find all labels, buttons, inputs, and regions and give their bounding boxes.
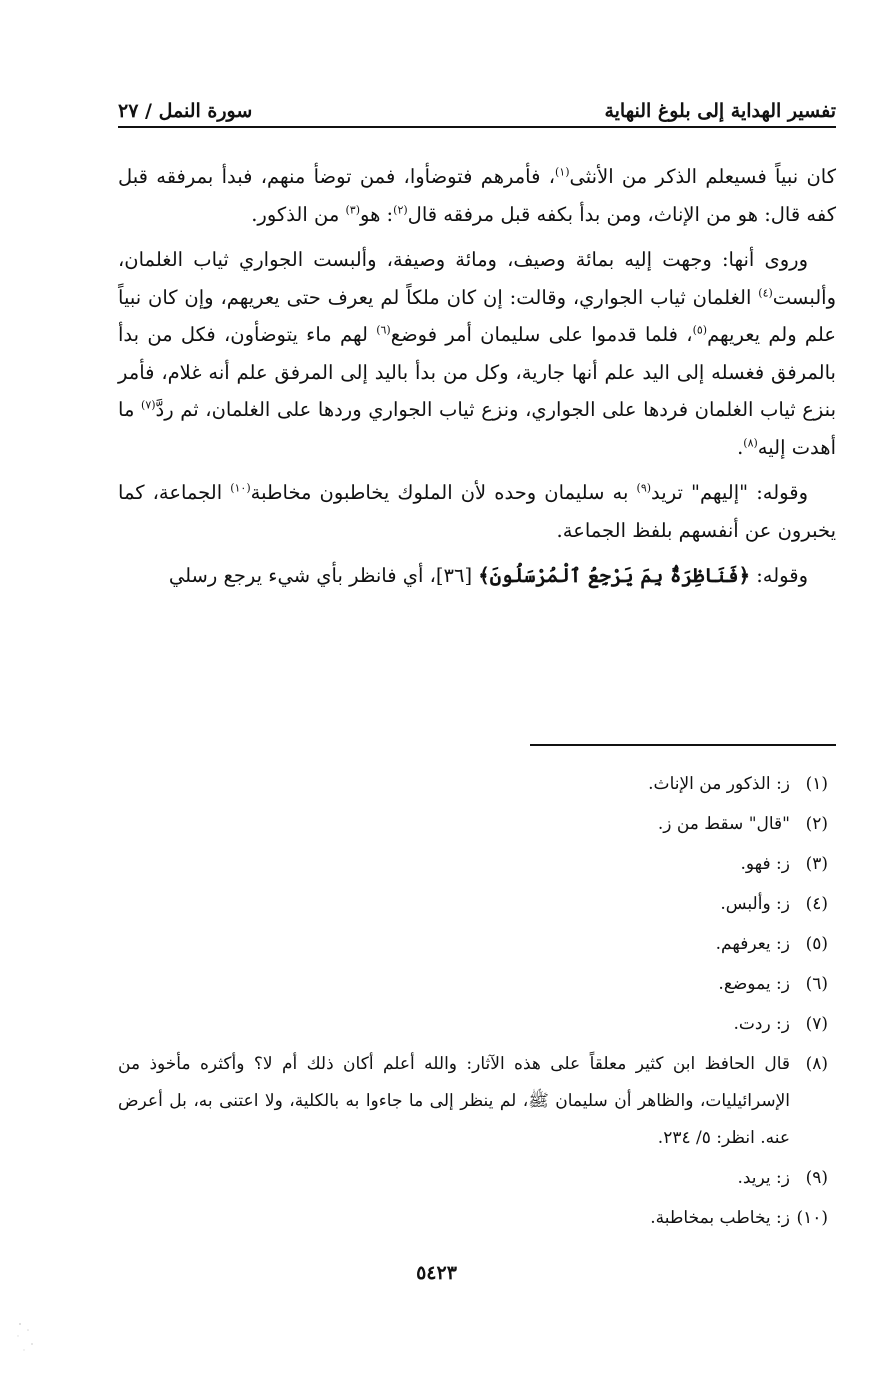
footnote-marker-2: (٢) — [393, 203, 408, 216]
main-text — [118, 158, 836, 603]
footnote-number: (٦) — [805, 974, 828, 994]
footnote-number: (١٠) — [796, 1208, 828, 1228]
footnote-item — [118, 806, 836, 843]
footnote-separator — [530, 744, 836, 746]
text-run: به سليمان وحده لأن الملوك يخاطبون مخاطبة — [250, 481, 637, 504]
footnote-number: (٢) — [805, 814, 828, 834]
footnote-item — [118, 886, 836, 923]
footnotes-list — [118, 766, 836, 1240]
footnote-number: (٨) — [805, 1054, 828, 1074]
footnote-marker-7: (٧) — [141, 398, 156, 412]
footnote-item — [118, 1006, 836, 1043]
footnote-marker-8: (٨) — [743, 436, 758, 449]
footnote-item — [118, 926, 836, 963]
footnote-item — [118, 1160, 836, 1197]
footnote-marker-4: (٤) — [758, 286, 773, 299]
footnote-text: "قال" سقط من ز. — [657, 814, 790, 834]
text-run: . — [737, 435, 744, 459]
text-run: وروى أنها: وجهت إليه بمائة وصيف، ومائة وصيفة، وألبست الجواري ثياب الغلمان، وألبست — [118, 248, 836, 309]
text-run: ، فأمرهم فتوضأوا، فمن توضأ منهم، فبدأ بمرفقه قبل كفه قال: هو من الإناث، ومن بدأ بكفه قبل مرفقه قال — [118, 165, 836, 226]
text-run: كان نبياً فسيعلم الذكر من الأنثى — [569, 165, 836, 188]
footnote-item — [118, 966, 836, 1003]
footnote-marker-6: (٦) — [376, 323, 391, 337]
paragraph-3 — [118, 474, 836, 549]
paragraph-2 — [118, 241, 836, 466]
footnote-marker-1: (١) — [555, 165, 570, 179]
paragraph-4 — [118, 557, 836, 595]
footnote-number: (٤) — [805, 894, 828, 914]
footnote-item — [118, 1200, 836, 1237]
footnote-number: (٣) — [805, 854, 828, 874]
text-run: : هو — [360, 202, 394, 226]
text-run: الجماعة، كما يخبرون عن أنفسهم بلفظ الجماعة. — [118, 481, 836, 542]
book-title: تفسير الهداية إلى بلوغ النهاية — [604, 100, 836, 122]
footnote-item — [118, 766, 836, 803]
text-run: من الذكور. — [251, 202, 346, 226]
footnote-text: ز: وألبس. — [720, 894, 790, 914]
footnote-text: ز: فهو. — [740, 854, 790, 874]
footnote-number: (٥) — [805, 934, 828, 954]
footnote-number: (٩) — [805, 1168, 828, 1188]
footnote-marker-3: (٣) — [345, 203, 360, 216]
quran-verse: ﴿فَنَاظِرَةٌۢ بِمَ يَرْجِعُ ٱلْمُرْسَلُونَ﴾ — [478, 564, 751, 587]
footnote-text: ز: يخاطب بمخاطبة. — [650, 1208, 790, 1228]
footnote-marker-10: (١٠) — [230, 481, 251, 495]
text-run: لهم ماء يتوضأون، فكل من بدأ بالمرفق فغسله إلى اليد علم أنها جارية، وكل من بدأ باليد إلى المرفق علم أنه غلام، فأمر بنزع ثياب الغلمان فردها على الجواري، ونزع ثياب الجواري وردها على الغلمان، ثم ردَّ — [118, 323, 836, 421]
scan-speck-mark — [14, 1318, 40, 1356]
footnote-marker-5: (٥) — [692, 323, 708, 337]
text-run: الغلمان ثياب الجواري، وقالت: إن كان ملكاً لم يعرف حتى يعريهم، وإن كان نبياً علم ولم يعريهم — [118, 285, 836, 346]
footnote-number: (١) — [805, 774, 828, 794]
footnote-text: ز: يموضع. — [718, 974, 790, 994]
footnote-number: (٧) — [805, 1014, 828, 1034]
page-number: ٥٤٢٣ — [416, 1262, 457, 1284]
footnote-item — [118, 1046, 836, 1157]
text-run: [٣٦]، أي فانظر بأي شيء يرجع رسلي — [168, 564, 479, 587]
footnote-text: ز: يعرفهم. — [715, 934, 790, 954]
text-run: ، فلما قدموا على سليمان أمر فوضع — [390, 323, 693, 346]
footnote-item — [118, 846, 836, 883]
footnote-text: ز: ردت. — [733, 1014, 790, 1034]
text-run: وقوله: "إليهم" تريد — [651, 481, 808, 504]
text-run: ما أهدت إليه — [118, 398, 836, 459]
text-run: وقوله: — [750, 564, 808, 587]
footnote-marker-9: (٩) — [636, 481, 652, 495]
footnote-text: ز: يريد. — [737, 1168, 790, 1188]
footnote-text: قال الحافظ ابن كثير معلقاً على هذه الآثار: والله أعلم أكان ذلك أم لا؟ وأكثره مأخوذ من الإسرائيليات، والظاهر أن سليمان ﷺ، لم ينظر إلى ما جاءوا به بالكلية، ولا اعتنى به، بل أعرض عنه. انظر: ٥/ ٢٣٤. — [118, 1054, 790, 1148]
footnote-text: ز: الذكور من الإناث. — [648, 774, 790, 794]
running-header — [118, 92, 836, 128]
paragraph-1 — [118, 158, 836, 233]
surah-reference: سورة النمل / ٢٧ — [118, 100, 253, 122]
